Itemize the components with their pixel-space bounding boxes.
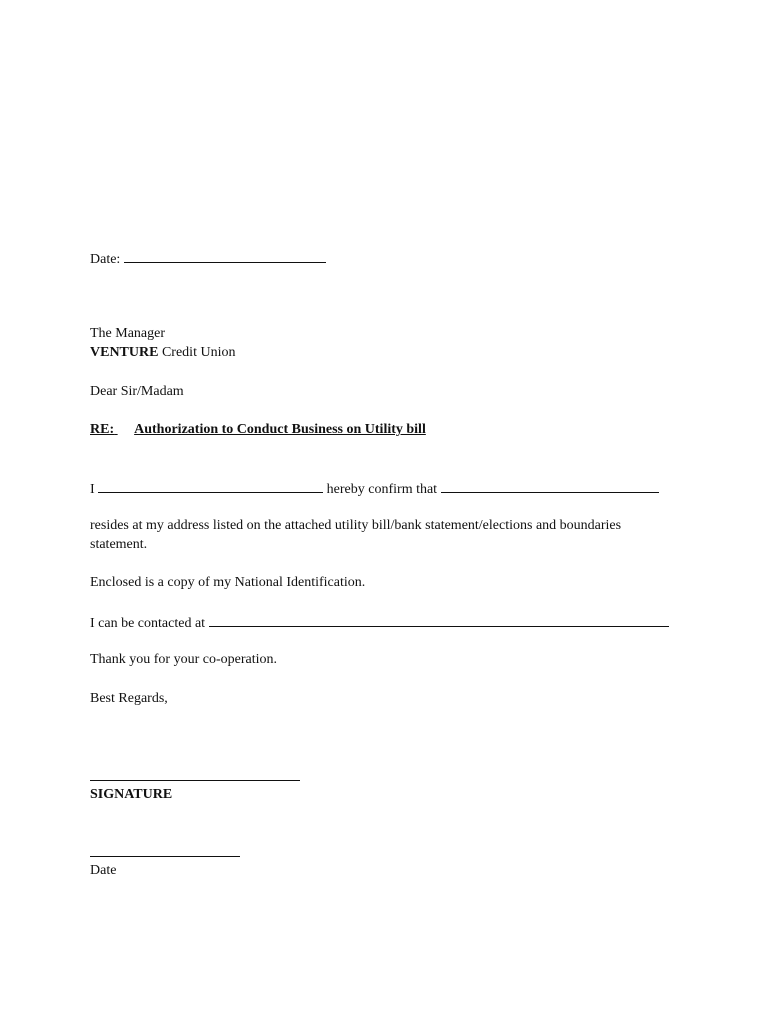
confirm-row — [90, 478, 659, 499]
re-subject: Authorization to Conduct Business on Utility bill — [134, 422, 426, 437]
date-footer-label: Date — [90, 863, 117, 878]
contact-row — [90, 612, 669, 633]
recipient-org-name: VENTURE — [90, 345, 159, 360]
resident-name-blank-field[interactable] — [441, 478, 659, 493]
recipient-organization — [90, 343, 235, 362]
contact-blank-field[interactable] — [209, 612, 669, 627]
re-spacer — [114, 420, 134, 439]
confirm-middle: hereby confirm that — [326, 482, 438, 497]
date-footer-blank-field[interactable] — [90, 856, 240, 857]
closing: Best Regards, — [90, 691, 168, 706]
recipient-title: The Manager — [90, 326, 166, 341]
salutation: Dear Sir/Madam — [90, 384, 184, 399]
signature-label: SIGNATURE — [90, 787, 173, 802]
date-blank-field[interactable] — [124, 248, 326, 263]
re-heading — [90, 420, 426, 439]
resides-paragraph: resides at my address listed on the attached utility bill/bank statement/elections and boundaries statement. — [90, 518, 622, 552]
contact-label: I can be contacted at — [90, 616, 206, 631]
recipient-org-suffix: Credit Union — [158, 345, 236, 360]
thanks-paragraph: Thank you for your co-operation. — [90, 652, 277, 667]
enclosed-paragraph: Enclosed is a copy of my National Identification. — [90, 575, 366, 590]
confirm-start: I — [90, 482, 95, 497]
name-blank-field[interactable] — [98, 478, 323, 493]
date-label: Date: — [90, 252, 121, 267]
signature-blank-field[interactable] — [90, 780, 300, 781]
re-label: RE: — [90, 422, 115, 437]
date-row — [90, 248, 326, 269]
